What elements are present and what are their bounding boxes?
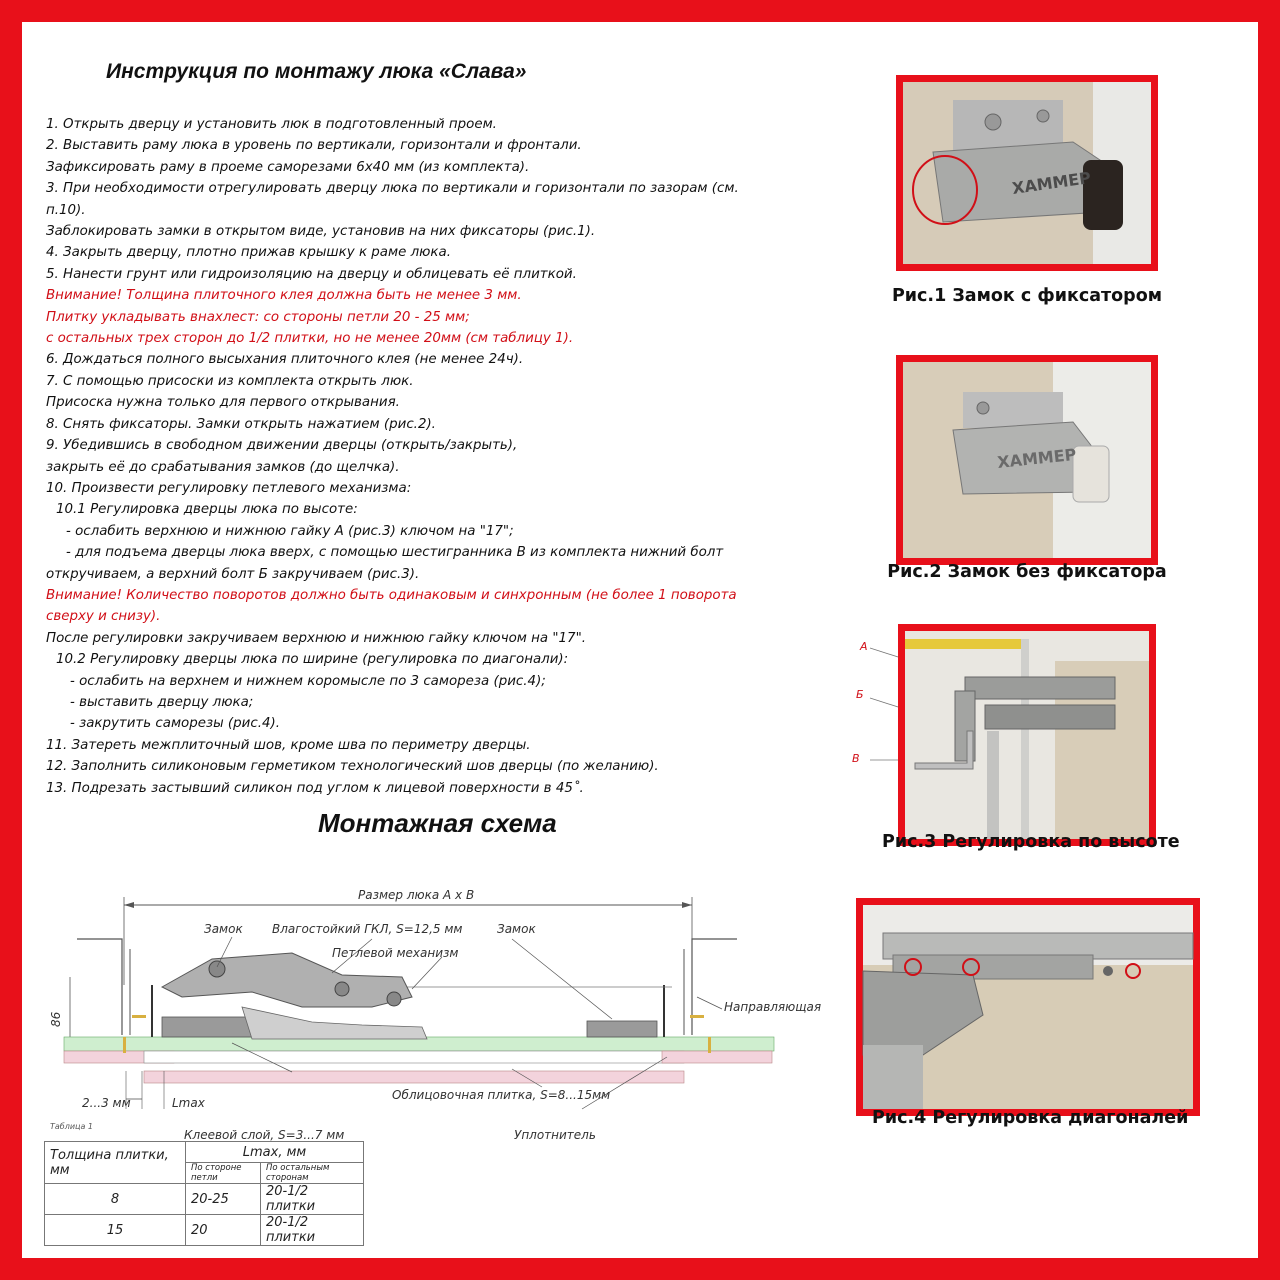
figure-4-photo [856,898,1200,1116]
guide-label: Направляющая [724,1000,822,1014]
figure-3-caption: Рис.3 Регулировка по высоте [882,832,1180,852]
figure-1-caption: Рис.1 Замок с фиксатором [891,286,1163,306]
instruction-line: После регулировки закручиваем верхнюю и нижнюю гайку ключом на "17". [46,630,586,646]
figure-4-caption: Рис.4 Регулировка диагоналей [872,1108,1189,1128]
instruction-line: - выставить дверцу люка; [70,694,254,710]
instruction-line: закрыть её до срабатывания замков (до щелчка). [46,459,400,475]
instruction-line: 9. Убедившись в свободном движении дверцы (открыть/закрыть), [46,438,518,454]
figure-3-photo [898,624,1156,846]
instruction-line: 4. Закрыть дверцу, плотно прижав крышку к раме люка. [46,245,451,261]
instruction-line: 11. Затереть межплиточный шов, кроме шва по периметру дверцы. [46,737,531,753]
instruction-line: - закрутить саморезы (рис.4). [70,716,280,732]
lmax-label: Lmax [172,1096,205,1110]
instruction-line: 5. Нанести грунт или гидроизоляцию на дверцу и облицевать её плиткой. [46,266,577,282]
drywall-label: Влагостойкий ГКЛ, S=12,5 мм [272,922,463,936]
table-row [45,1215,364,1246]
callout-v: В [852,752,860,765]
instruction-line: п.10). [46,202,86,218]
col-hinge-side-header: По стороне петли [186,1163,261,1184]
instruction-line: 10.2 Регулировку дверцы люка по ширине (регулировка по диагонали): [56,652,569,668]
instruction-line: 6. Дождаться полного высыхания плиточного клея (не менее 24ч). [46,352,524,368]
cell-thickness: 15 [45,1215,186,1246]
instruction-line: Зафиксировать раму в проеме саморезами 6х40 мм (из комплекта). [46,159,530,175]
cell-thickness: 8 [45,1184,186,1215]
instruction-line: Плитку укладывать внахлест: со стороны петли 20 - 25 мм; [46,309,470,325]
instruction-line: - ослабить на верхнем и нижнем коромысле по 3 самореза (рис.4); [70,673,546,689]
instruction-line: 2. Выставить раму люка в уровень по вертикали, горизонтали и фронтали. [46,138,582,154]
instruction-list [46,114,856,799]
cell-other-sides: 20-1/2 плитки [261,1184,364,1215]
figure-2-caption: Рис.2 Замок без фиксатора [887,562,1167,582]
instruction-line: 10.1 Регулировка дверцы люка по высоте: [56,502,358,518]
fig2-brand: ХАММЕР [996,444,1078,472]
instruction-line: 1. Открыть дверцу и установить люк в подготовленный проем. [46,117,497,132]
instruction-line: сверху и снизу). [46,609,161,625]
instruction-line: 10. Произвести регулировку петлевого механизма: [46,480,412,496]
instruction-line: Внимание! Толщина плиточного клея должна быть не менее 3 мм. [46,288,522,304]
instruction-line: 8. Снять фиксаторы. Замки открыть нажатием (рис.2). [46,416,436,432]
page-title: Инструкция по монтажу люка «Слава» [106,60,527,83]
callout-a: А [860,640,868,653]
glue-label: Клеевой слой, S=3...7 мм [184,1128,345,1142]
lock-left-label: Замок [204,922,243,936]
height-label: 86 [49,1011,63,1027]
instruction-sheet [22,22,1258,1258]
gap-label: 2...3 мм [82,1096,131,1110]
table-row [45,1184,364,1215]
figure-1-photo [896,75,1158,271]
col-lmax-header: Lmax, мм [186,1142,364,1163]
instruction-line: 7. С помощью присоски из комплекта открыть люк. [46,373,414,389]
tile-spec-table [44,1141,364,1246]
instruction-line: - для подъема дверцы люка вверх, с помощью шестигранника В из комплекта нижний болт [66,545,724,561]
instruction-line: Заблокировать замки в открытом виде, установив на них фиксаторы (рис.1). [46,224,596,240]
size-label: Размер люка А х В [358,888,475,902]
instruction-line: 3. При необходимости отрегулировать дверцу люка по вертикали и горизонтали по зазорам (см. [46,181,739,197]
fig1-brand: ХАММЕР [1010,168,1093,198]
instruction-line: откручиваем, а верхний болт Б закручиваем (рис.3). [46,566,420,582]
seal-label: Уплотнитель [514,1128,596,1142]
cell-other-sides: 20-1/2 плитки [261,1215,364,1246]
callout-b: Б [856,688,864,701]
tile-label: Облицовочная плитка, S=8...15мм [392,1088,611,1102]
table-label: Таблица 1 [50,1122,94,1131]
instruction-line: 12. Заполнить силиконовым герметиком технологический шов дверцы (по желанию). [46,759,659,775]
hinge-label: Петлевой механизм [332,946,459,960]
col-other-sides-header: По остальным сторонам [261,1163,364,1184]
schema-title: Монтажная схема [318,808,557,838]
cell-hinge-side: 20 [186,1215,261,1246]
installation-diagram [42,857,822,1142]
instruction-line: Присоска нужна только для первого открывания. [46,395,400,411]
col-thickness-header: Толщина плитки, мм [45,1142,186,1184]
instruction-line: Внимание! Количество поворотов должно быть одинаковым и синхронным (не более 1 поворота [46,587,737,603]
figure-2-photo [896,355,1158,565]
instruction-line: 13. Подрезать застывший силикон под углом к лицевой поверхности в 45˚. [46,780,584,796]
instruction-line: с остальных трех сторон до 1/2 плитки, но не менее 20мм (см таблицу 1). [46,331,574,347]
cell-hinge-side: 20-25 [186,1184,261,1215]
instruction-line: - ослабить верхнюю и нижнюю гайку А (рис.3) ключом на "17"; [66,523,514,539]
lock-right-label: Замок [497,922,536,936]
